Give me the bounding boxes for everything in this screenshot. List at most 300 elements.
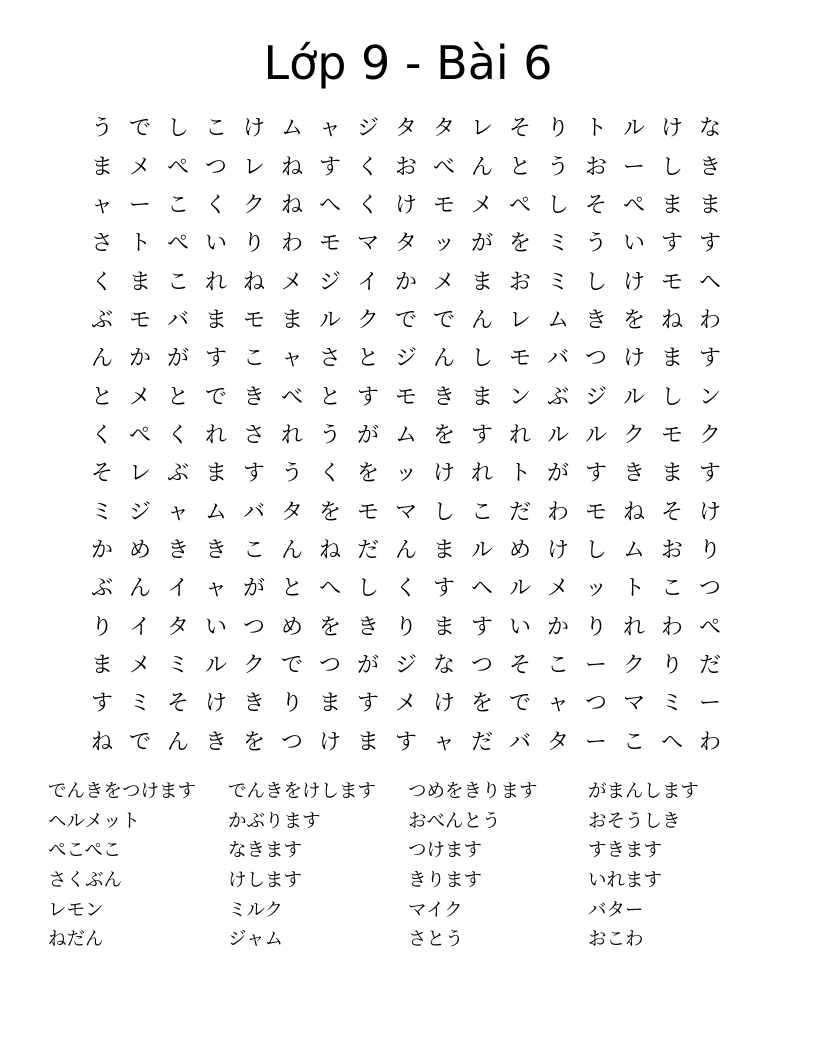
grid-cell: ぶ [166, 461, 189, 487]
grid-cell: い [204, 614, 227, 640]
grid-cell: す [432, 576, 455, 602]
grid-cell: を [508, 231, 531, 257]
grid-cell: メ [546, 576, 569, 602]
grid-cell: ミ [660, 691, 683, 717]
grid-cell: ミ [546, 231, 569, 257]
grid-cell: き [242, 384, 265, 410]
grid-cell: ヘ [698, 269, 721, 295]
grid-row [83, 110, 729, 148]
grid-cell: こ [166, 192, 189, 218]
grid-row [83, 302, 729, 340]
grid-cell: れ [470, 461, 493, 487]
grid-cell: り [394, 614, 417, 640]
grid-cell: ね [242, 269, 265, 295]
grid-cell: が [546, 461, 569, 487]
word-list-item: おそうしき [588, 810, 681, 832]
grid-cell: こ [660, 576, 683, 602]
grid-cell: う [584, 231, 607, 257]
grid-cell: べ [280, 384, 303, 410]
grid-cell: で [204, 384, 227, 410]
grid-cell: モ [432, 192, 455, 218]
grid-cell: ッ [432, 231, 455, 257]
word-list-item: けします [228, 870, 303, 892]
grid-cell: く [90, 422, 113, 448]
grid-cell: ん [394, 537, 417, 563]
word-list-item: おこわ [588, 929, 644, 951]
grid-cell: を [470, 691, 493, 717]
word-list-item: かぶります [228, 810, 321, 832]
grid-cell: か [90, 537, 113, 563]
grid-cell: ぺ [508, 192, 531, 218]
grid-cell: わ [280, 231, 303, 257]
grid-cell: れ [204, 269, 227, 295]
grid-cell: ル [204, 652, 227, 678]
grid-cell: れ [204, 422, 227, 448]
word-list-item: でんきをつけます [48, 781, 197, 803]
word-list-item: マイク [408, 899, 463, 921]
grid-cell: り [90, 614, 113, 640]
grid-cell: ク [242, 192, 265, 218]
grid-cell: つ [584, 691, 607, 717]
grid-cell: す [698, 346, 721, 372]
grid-cell: こ [242, 346, 265, 372]
grid-cell: ん [128, 576, 151, 602]
grid-cell: マ [622, 691, 645, 717]
grid-cell: ね [318, 537, 341, 563]
grid-cell: タ [280, 499, 303, 525]
grid-cell: ン [698, 384, 721, 410]
grid-cell: く [356, 192, 379, 218]
grid-cell: ぶ [90, 576, 113, 602]
grid-cell: そ [508, 116, 531, 142]
grid-cell: ま [432, 614, 455, 640]
grid-cell: そ [166, 691, 189, 717]
grid-cell: ク [242, 652, 265, 678]
word-list-item: さとう [408, 929, 464, 951]
grid-cell: す [394, 729, 417, 755]
grid-cell: つ [318, 652, 341, 678]
grid-cell: を [622, 307, 645, 333]
grid-cell: か [394, 269, 417, 295]
grid-cell: が [166, 346, 189, 372]
grid-cell: さ [318, 346, 341, 372]
grid-cell: う [90, 116, 113, 142]
grid-cell: ン [508, 384, 531, 410]
word-list-item: さくぶん [48, 870, 123, 892]
grid-cell: ミ [128, 691, 151, 717]
grid-row [83, 263, 729, 301]
grid-cell: う [280, 461, 303, 487]
grid-cell: モ [242, 307, 265, 333]
grid-row [83, 455, 729, 493]
grid-cell: ジ [128, 499, 151, 525]
grid-cell: タ [166, 614, 189, 640]
grid-cell: を [432, 422, 455, 448]
grid-cell: け [318, 729, 341, 755]
grid-cell: す [90, 691, 113, 717]
grid-cell: き [584, 307, 607, 333]
grid-cell: そ [584, 192, 607, 218]
grid-row [83, 225, 729, 263]
grid-cell: べ [432, 154, 455, 180]
grid-cell: ル [508, 576, 531, 602]
grid-cell: わ [698, 307, 721, 333]
grid-cell: き [204, 537, 227, 563]
grid-cell: お [660, 537, 683, 563]
grid-cell: ジ [394, 346, 417, 372]
grid-cell: ー [584, 652, 607, 678]
grid-cell: ん [166, 729, 189, 755]
grid-cell: イ [356, 269, 379, 295]
grid-cell: を [318, 614, 341, 640]
word-list-row [48, 807, 768, 837]
grid-cell: さ [242, 422, 265, 448]
grid-cell: す [356, 691, 379, 717]
grid-cell: ジ [584, 384, 607, 410]
word-list-row [48, 866, 768, 896]
grid-cell: す [318, 154, 341, 180]
grid-cell: ぺ [698, 614, 721, 640]
grid-cell: き [166, 537, 189, 563]
grid-cell: な [698, 116, 721, 142]
grid-cell: ま [90, 154, 113, 180]
grid-cell: ク [356, 307, 379, 333]
grid-row [83, 724, 729, 762]
grid-cell: り [280, 691, 303, 717]
grid-cell: す [242, 461, 265, 487]
grid-cell: ぺ [128, 422, 151, 448]
grid-cell: ー [698, 691, 721, 717]
grid-cell: メ [280, 269, 303, 295]
grid-cell: モ [318, 231, 341, 257]
grid-cell: マ [394, 499, 417, 525]
grid-row [83, 417, 729, 455]
grid-cell: ム [546, 307, 569, 333]
grid-cell: こ [242, 537, 265, 563]
grid-cell: き [698, 154, 721, 180]
grid-cell: ま [660, 461, 683, 487]
word-list-item: すきます [588, 840, 663, 862]
grid-cell: で [394, 307, 417, 333]
grid-cell: バ [242, 499, 265, 525]
grid-cell: ジ [394, 652, 417, 678]
grid-cell: ね [622, 499, 645, 525]
grid-cell: メ [128, 384, 151, 410]
grid-cell: が [356, 422, 379, 448]
grid-row [83, 187, 729, 225]
word-list-item: レモン [48, 899, 104, 921]
grid-cell: ッ [394, 461, 417, 487]
grid-cell: と [90, 384, 113, 410]
grid-cell: め [128, 537, 151, 563]
grid-cell: ャ [166, 499, 189, 525]
grid-cell: り [242, 231, 265, 257]
word-list-row [48, 895, 768, 925]
grid-cell: ね [280, 154, 303, 180]
grid-cell: だ [470, 729, 493, 755]
grid-cell: け [660, 116, 683, 142]
grid-cell: ミ [546, 269, 569, 295]
word-list-item: がまんします [588, 781, 700, 803]
grid-cell: ま [470, 269, 493, 295]
grid-cell: ミ [166, 652, 189, 678]
grid-cell: マ [356, 231, 379, 257]
grid-cell: り [584, 614, 607, 640]
grid-cell: で [128, 116, 151, 142]
grid-cell: タ [394, 231, 417, 257]
grid-cell: し [470, 346, 493, 372]
grid-cell: イ [166, 576, 189, 602]
grid-cell: で [280, 652, 303, 678]
grid-cell: ん [470, 307, 493, 333]
grid-cell: ま [698, 192, 721, 218]
word-list-item: ヘルメット [48, 810, 140, 832]
grid-cell: ム [622, 537, 645, 563]
grid-cell: し [166, 116, 189, 142]
grid-cell: ん [432, 346, 455, 372]
grid-cell: だ [508, 499, 531, 525]
grid-cell: メ [470, 192, 493, 218]
grid-cell: つ [204, 154, 227, 180]
grid-cell: つ [584, 346, 607, 372]
grid-row [83, 493, 729, 531]
grid-cell: め [280, 614, 303, 640]
grid-cell: と [318, 384, 341, 410]
grid-cell: モ [660, 422, 683, 448]
grid-cell: メ [128, 154, 151, 180]
page-title: Lớp 9 - Bài 6 [263, 36, 553, 90]
grid-cell: け [394, 192, 417, 218]
grid-cell: ト [584, 116, 607, 142]
word-list-item: つけます [408, 840, 483, 862]
grid-cell: タ [394, 116, 417, 142]
grid-row [83, 378, 729, 416]
grid-cell: す [660, 231, 683, 257]
grid-cell: ム [204, 499, 227, 525]
grid-cell: す [584, 461, 607, 487]
grid-cell: れ [508, 422, 531, 448]
grid-cell: い [204, 231, 227, 257]
grid-cell: く [166, 422, 189, 448]
grid-cell: ャ [318, 116, 341, 142]
grid-cell: し [356, 576, 379, 602]
grid-cell: ー [584, 729, 607, 755]
grid-cell: け [432, 461, 455, 487]
grid-cell: バ [546, 346, 569, 372]
grid-cell: く [318, 461, 341, 487]
grid-cell: タ [546, 729, 569, 755]
grid-cell: ャ [90, 192, 113, 218]
word-list-item: ねだん [48, 929, 104, 951]
grid-cell: り [546, 116, 569, 142]
grid-cell: と [166, 384, 189, 410]
grid-cell: お [394, 154, 417, 180]
grid-cell: ね [90, 729, 113, 755]
grid-cell: こ [204, 116, 227, 142]
grid-cell: つ [242, 614, 265, 640]
word-list-item: バター [588, 899, 644, 921]
grid-cell: ま [128, 269, 151, 295]
grid-cell: ャ [204, 576, 227, 602]
grid-row [83, 148, 729, 186]
grid-cell: ー [622, 154, 645, 180]
grid-cell: ッ [584, 576, 607, 602]
grid-cell: ル [318, 307, 341, 333]
grid-cell: そ [660, 499, 683, 525]
grid-cell: ぺ [622, 192, 645, 218]
grid-cell: ん [280, 537, 303, 563]
grid-cell: わ [660, 614, 683, 640]
grid-cell: バ [166, 307, 189, 333]
grid-cell: め [508, 537, 531, 563]
grid-cell: く [90, 269, 113, 295]
grid-cell: ト [622, 576, 645, 602]
word-list-item: なきます [228, 840, 303, 862]
grid-cell: ま [318, 691, 341, 717]
grid-cell: ル [546, 422, 569, 448]
word-list-item: ジャム [228, 929, 284, 951]
grid-cell: り [660, 652, 683, 678]
grid-cell: れ [280, 422, 303, 448]
grid-cell: ク [622, 652, 645, 678]
word-list-item: ミルク [228, 899, 284, 921]
grid-cell: ん [470, 154, 493, 180]
grid-cell: つ [280, 729, 303, 755]
grid-cell: れ [622, 614, 645, 640]
grid-cell: モ [508, 346, 531, 372]
word-list-row [48, 836, 768, 866]
grid-cell: ル [622, 384, 645, 410]
grid-cell: か [546, 614, 569, 640]
grid-cell: ね [280, 192, 303, 218]
grid-cell: し [432, 499, 455, 525]
grid-cell: ま [660, 192, 683, 218]
grid-cell: レ [508, 307, 531, 333]
grid-cell: し [546, 192, 569, 218]
grid-cell: ク [622, 422, 645, 448]
grid-cell: へ [318, 192, 341, 218]
grid-cell: つ [698, 576, 721, 602]
grid-cell: く [394, 576, 417, 602]
grid-cell: そ [90, 461, 113, 487]
grid-cell: さ [90, 231, 113, 257]
grid-cell: モ [660, 269, 683, 295]
grid-cell: で [432, 307, 455, 333]
grid-cell: ぺ [166, 154, 189, 180]
grid-cell: と [280, 576, 303, 602]
grid-cell: を [356, 461, 379, 487]
grid-cell: ぺ [166, 231, 189, 257]
word-list-item: おべんとう [408, 810, 501, 832]
grid-cell: ま [90, 652, 113, 678]
grid-cell: メ [432, 269, 455, 295]
grid-cell: け [204, 691, 227, 717]
grid-cell: し [660, 154, 683, 180]
grid-cell: な [432, 652, 455, 678]
grid-cell: バ [508, 729, 531, 755]
grid-cell: へ [318, 576, 341, 602]
grid-cell: だ [698, 652, 721, 678]
grid-cell: お [584, 154, 607, 180]
grid-cell: き [356, 614, 379, 640]
word-list-item: ぺこぺこ [48, 840, 122, 862]
grid-cell: ま [660, 346, 683, 372]
word-list-item: いれます [588, 870, 663, 892]
grid-cell: と [356, 346, 379, 372]
grid-cell: そ [508, 652, 531, 678]
grid-cell: ャ [546, 691, 569, 717]
grid-cell: す [204, 346, 227, 372]
grid-cell: け [432, 691, 455, 717]
grid-cell: ぶ [546, 384, 569, 410]
word-list [48, 777, 768, 955]
grid-cell: け [622, 269, 645, 295]
grid-cell: い [508, 614, 531, 640]
grid-cell: り [698, 537, 721, 563]
grid-cell: と [508, 154, 531, 180]
grid-cell: レ [242, 154, 265, 180]
grid-cell: で [508, 691, 531, 717]
grid-cell: き [622, 461, 645, 487]
grid-row [83, 340, 729, 378]
grid-cell: ャ [280, 346, 303, 372]
grid-cell: レ [470, 116, 493, 142]
grid-cell: く [356, 154, 379, 180]
grid-cell: い [622, 231, 645, 257]
grid-cell: ジ [318, 269, 341, 295]
word-list-item: つめをきります [408, 781, 538, 803]
grid-cell: を [318, 499, 341, 525]
grid-row [83, 608, 729, 646]
grid-cell: わ [546, 499, 569, 525]
grid-cell: ト [508, 461, 531, 487]
grid-cell: モ [584, 499, 607, 525]
grid-cell: タ [432, 116, 455, 142]
grid-cell: け [698, 499, 721, 525]
grid-cell: イ [128, 614, 151, 640]
grid-cell: ジ [356, 116, 379, 142]
grid-cell: ル [622, 116, 645, 142]
grid-cell: ト [128, 231, 151, 257]
grid-cell: モ [394, 384, 417, 410]
grid-row [83, 532, 729, 570]
grid-cell: け [622, 346, 645, 372]
grid-cell: だ [356, 537, 379, 563]
grid-cell: お [508, 269, 531, 295]
grid-cell: ム [280, 116, 303, 142]
grid-cell: し [584, 269, 607, 295]
grid-cell: く [204, 192, 227, 218]
grid-cell: き [204, 729, 227, 755]
grid-cell: が [242, 576, 265, 602]
grid-cell: ま [204, 461, 227, 487]
grid-cell: レ [128, 461, 151, 487]
grid-cell: ね [660, 307, 683, 333]
grid-cell: す [698, 231, 721, 257]
grid-cell: け [546, 537, 569, 563]
grid-cell: す [470, 422, 493, 448]
grid-cell: し [584, 537, 607, 563]
grid-cell: ル [470, 537, 493, 563]
grid-cell: ヘ [470, 576, 493, 602]
grid-cell: こ [622, 729, 645, 755]
grid-cell: わ [698, 729, 721, 755]
grid-cell: ム [394, 422, 417, 448]
grid-row [83, 685, 729, 723]
grid-cell: こ [166, 269, 189, 295]
grid-cell: う [546, 154, 569, 180]
word-list-row [48, 777, 768, 807]
